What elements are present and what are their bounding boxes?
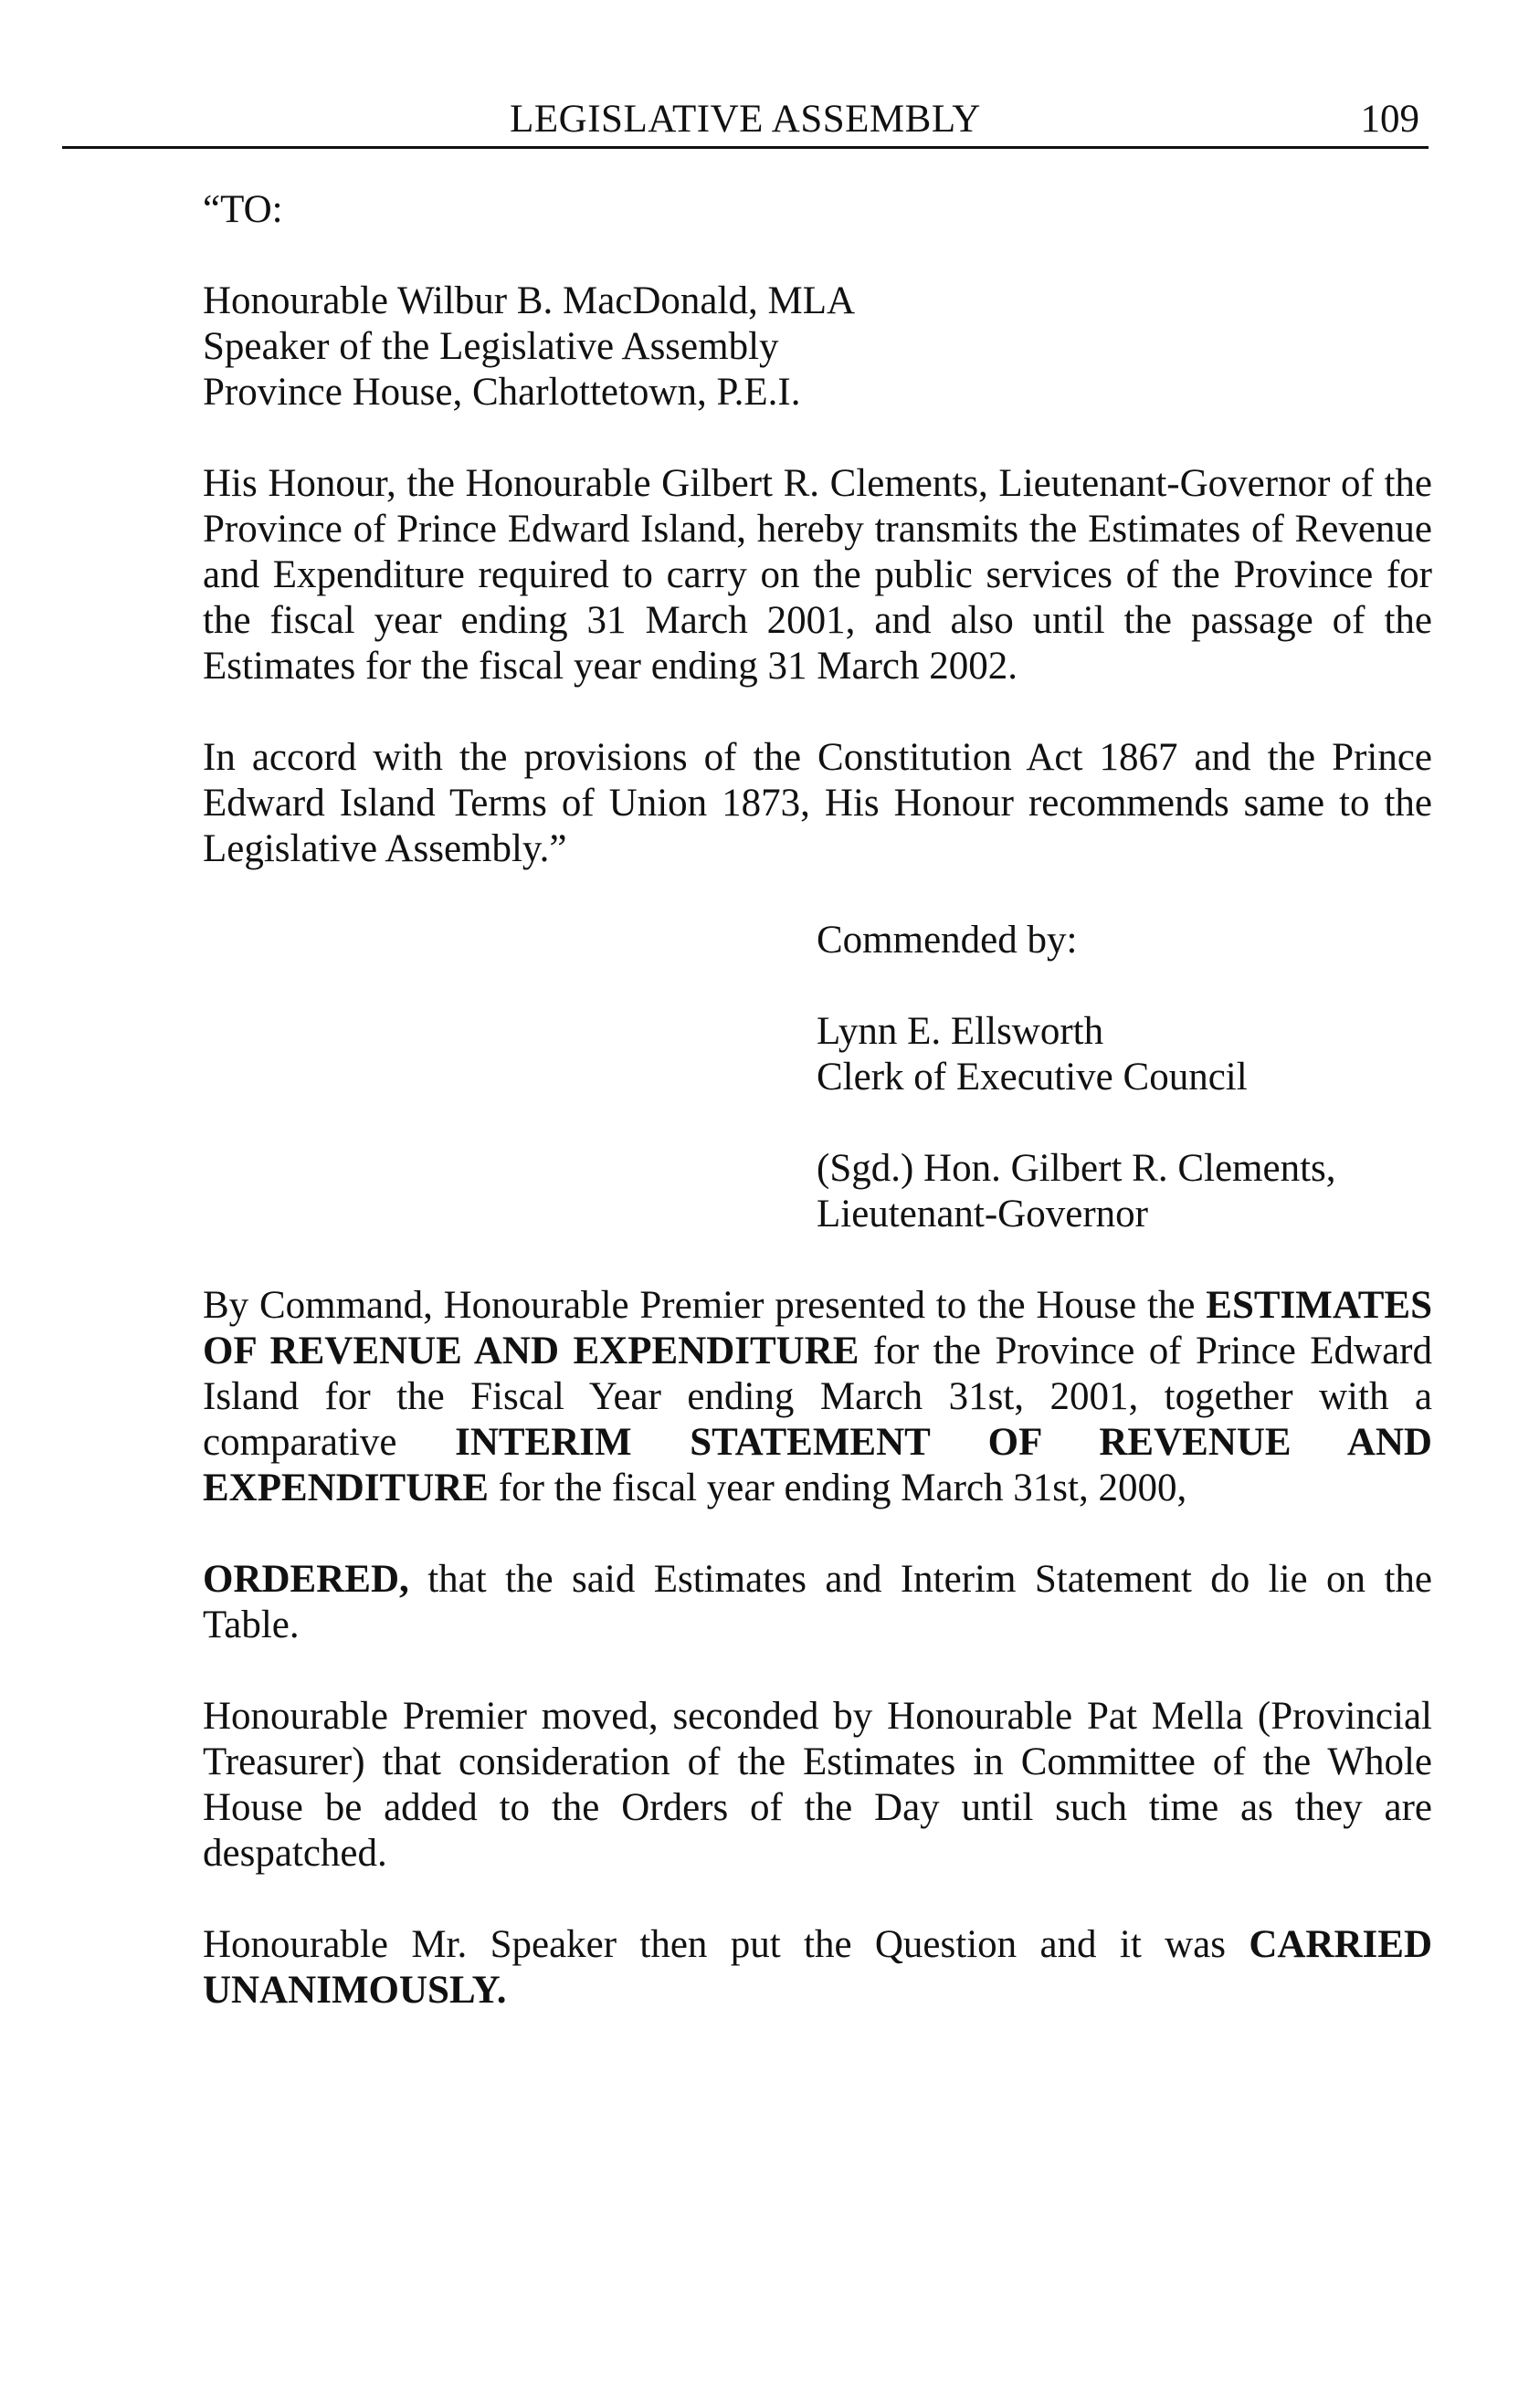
question-text: Honourable Mr. Speaker then put the Question and it was — [203, 1923, 1250, 1966]
address-line: Province House, Charlottetown, P.E.I. — [203, 371, 801, 414]
ordered-label: ORDERED, — [203, 1558, 409, 1601]
salutation: “TO: — [203, 188, 283, 231]
interim-statement-title: INTERIM STATEMENT OF REVENUE AND EXPENDITURE — [203, 1421, 1432, 1509]
estimates-text: for the Province of Prince Edward Island for the Fiscal Year ending March 31st, 2001, together with a comparative — [203, 1330, 1433, 1464]
ordered-paragraph — [203, 1557, 1432, 1648]
page-number: 109 — [1360, 98, 1419, 141]
estimates-text: for the fiscal year ending March 31st, 2000, — [489, 1467, 1187, 1509]
running-title: LEGISLATIVE ASSEMBLY — [510, 98, 981, 141]
commended-block — [817, 918, 1432, 1237]
address-block — [203, 279, 1432, 415]
document-body — [203, 187, 1432, 2014]
address-line: Speaker of the Legislative Assembly — [203, 325, 779, 368]
result-label: CARRIED UNANIMOUSLY. — [203, 1923, 1432, 2012]
question-paragraph — [203, 1922, 1432, 2014]
commended-label: Commended by: — [817, 919, 1078, 962]
address-line: Honourable Wilbur B. MacDonald, MLA — [203, 279, 856, 322]
constitution-paragraph: In accord with the provisions of the Constitution Act 1867 and the Prince Edward Island Terms of Union 1873, His Honour recommends same to the Legislative Assembly.” — [203, 736, 1432, 870]
estimates-title: ESTIMATES OF REVENUE AND EXPENDITURE — [203, 1284, 1432, 1372]
clerk-title: Clerk of Executive Council — [817, 1056, 1248, 1099]
governor-title: Lieutenant-Governor — [817, 1193, 1148, 1236]
header-rule — [62, 146, 1429, 149]
transmittal-paragraph: His Honour, the Honourable Gilbert R. Clements, Lieutenant-Governor of the Province of Prince Edward Island, hereby transmits the Estimates of Revenue and Expenditure required to carry on the public services of the Province for the fiscal year ending 31 March 2001, and also until the passage of the Estimates for the fiscal year ending 31 March 2002. — [203, 462, 1432, 688]
estimates-paragraph — [203, 1283, 1432, 1511]
ordered-text: that the said Estimates and Interim Statement do lie on the Table. — [203, 1558, 1432, 1646]
governor-signature: (Sgd.) Hon. Gilbert R. Clements, — [817, 1147, 1336, 1190]
page-header — [62, 91, 1429, 148]
motion-paragraph: Honourable Premier moved, seconded by Honourable Pat Mella (Provincial Treasurer) that consideration of the Estimates in Committee of the Whole House be added to the Orders of the Day until such time as they are despatched. — [203, 1695, 1432, 1875]
estimates-text: By Command, Honourable Premier presented to the House the — [203, 1284, 1207, 1327]
clerk-name: Lynn E. Ellsworth — [817, 1010, 1104, 1053]
